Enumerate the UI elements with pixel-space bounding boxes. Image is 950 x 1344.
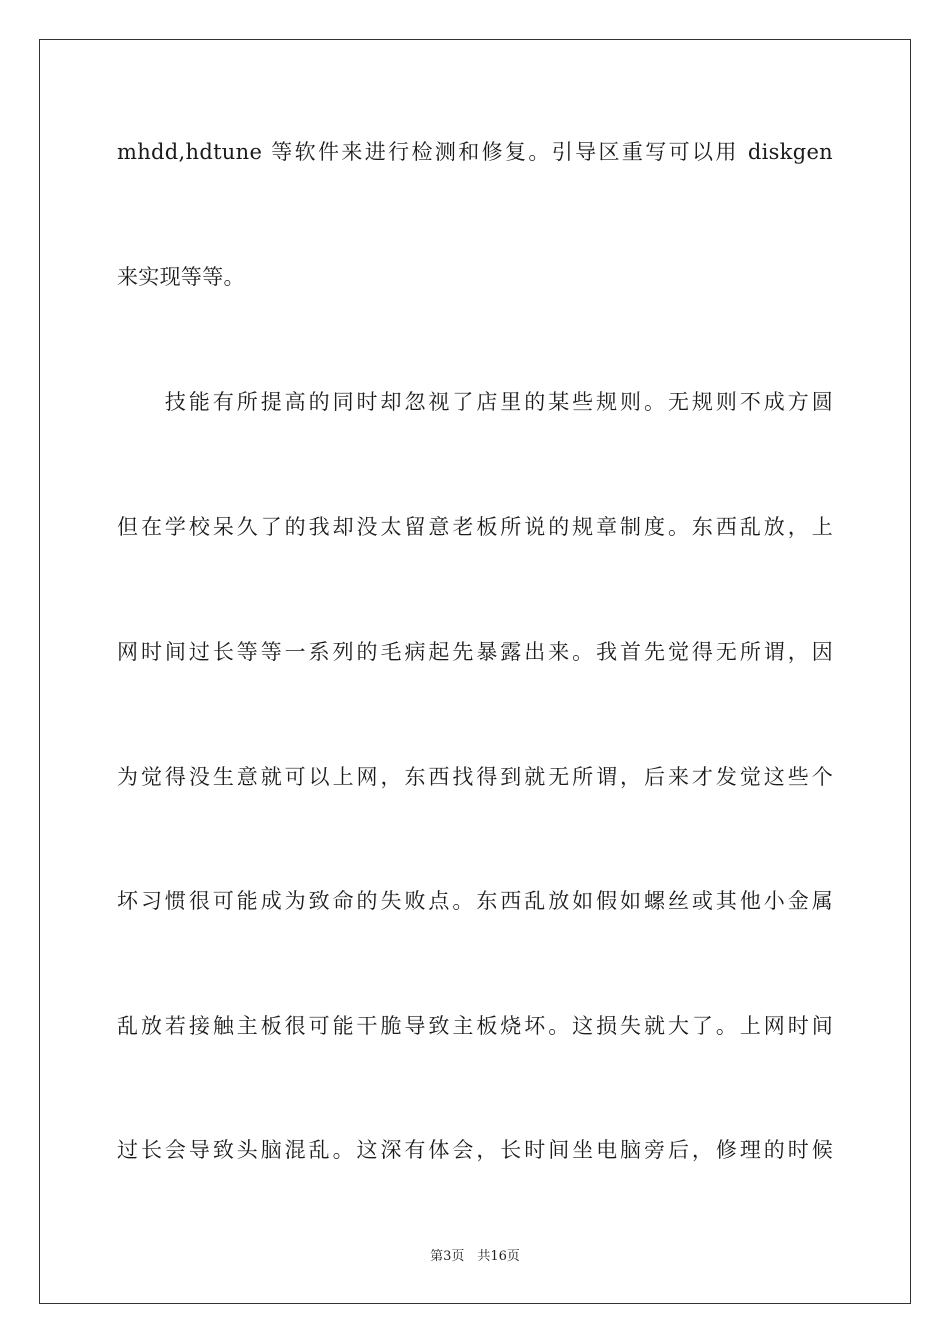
- text-line-3: 技能有所提高的同时却忽视了店里的某些规则。无规则不成方圆: [117, 390, 833, 414]
- page-border: [39, 39, 911, 1304]
- text-line-5: 网时间过长等等一系列的毛病起先暴露出来。我首先觉得无所谓，因: [117, 640, 833, 664]
- text-line-4: 但在学校呆久了的我却没太留意老板所说的规章制度。东西乱放，上: [117, 515, 833, 539]
- text-line-1: mhdd,hdtune 等软件来进行检测和修复。引导区重写可以用 diskgen: [117, 140, 833, 164]
- page-footer: 第3页 共16页: [430, 1249, 520, 1264]
- text-line-9: 过长会导致头脑混乱。这深有体会，长时间坐电脑旁后，修理的时候: [117, 1138, 833, 1162]
- text-line-2: 来实现等等。: [117, 265, 245, 289]
- text-line-8: 乱放若接触主板很可能干脆导致主板烧坏。这损失就大了。上网时间: [117, 1014, 833, 1038]
- text-line-6: 为觉得没生意就可以上网，东西找得到就无所谓，后来才发觉这些个: [117, 765, 833, 789]
- text-line-7: 坏习惯很可能成为致命的失败点。东西乱放如假如螺丝或其他小金属: [117, 889, 833, 913]
